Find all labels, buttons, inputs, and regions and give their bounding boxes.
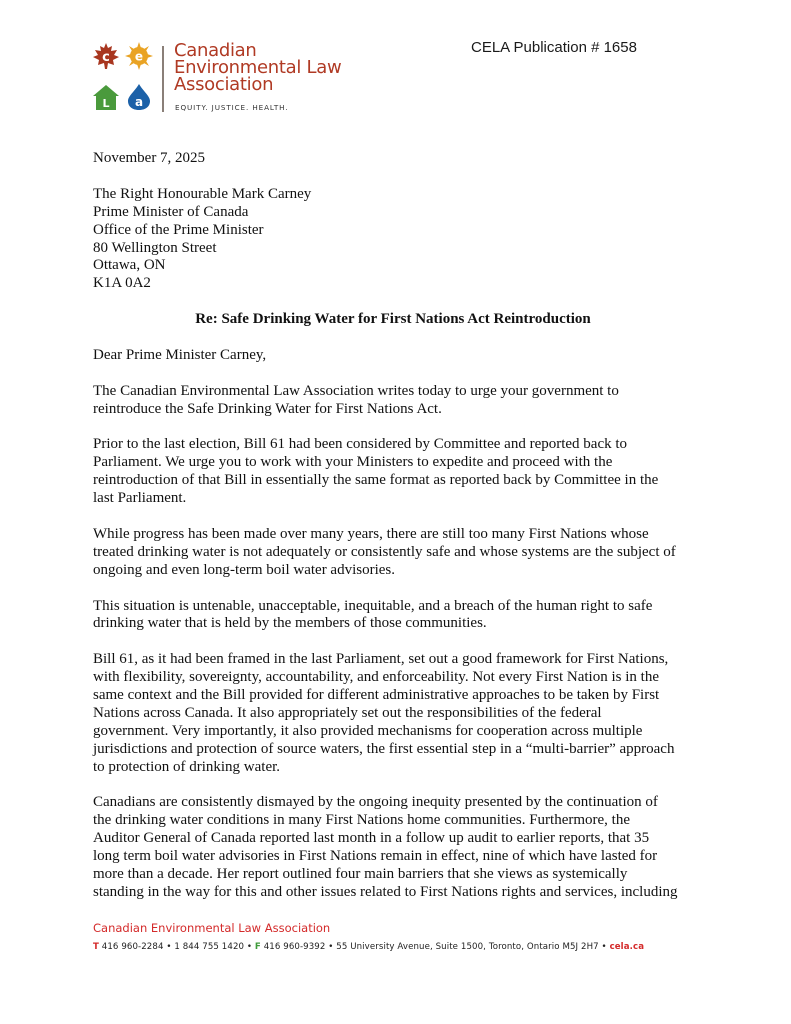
paragraph <box>93 436 703 508</box>
logo-name-line: Association <box>174 74 274 95</box>
paragraph-line: While progress has been made over many years, there are still too many First Nations whose <box>93 525 649 542</box>
paragraph <box>93 794 703 901</box>
publication-number: CELA Publication # 1658 <box>471 39 637 56</box>
recipient-address <box>93 186 703 293</box>
paragraph-line: same context and the Bill provided for different administrative approaches to be taken by First <box>93 687 660 704</box>
paragraph-line: Bill 61, as it had been framed in the last Parliament, set out a good framework for First Nations, <box>93 651 669 668</box>
fax-and-address: 416 960-9392 • 55 University Avenue, Suite 1500, Toronto, Ontario M5J 2H7 • <box>260 942 610 952</box>
website-link[interactable]: cela.ca <box>609 942 645 952</box>
paragraph-line: This situation is untenable, unacceptable, inequitable, and a breach of the human right to safe <box>93 597 653 614</box>
letter-body <box>93 150 703 902</box>
address-line: K1A 0A2 <box>93 275 151 292</box>
paragraph-line: treated drinking water is not adequately or consistently safe and whose systems are the subject of <box>93 543 676 560</box>
sun-icon <box>125 42 153 70</box>
paragraph-line: long term boil water advisories in First Nations remain in effect, nine of which have lasted for <box>93 848 658 865</box>
logo-name-line: Canadian <box>174 40 257 61</box>
paragraph-line: last Parliament. <box>93 490 187 507</box>
svg-text:e: e <box>134 49 144 64</box>
water-drop-icon <box>125 83 153 111</box>
paragraph-line: more than a decade. Her report outlined four main barriers that she views as systemically <box>93 866 628 883</box>
paragraph-line: the drinking water conditions in many First Nations home communities. Furthermore, the <box>93 812 630 829</box>
paragraph <box>93 651 703 776</box>
address-line: Ottawa, ON <box>93 257 166 274</box>
svg-text:c: c <box>102 50 110 65</box>
footer-org-name: Canadian Environmental Law Association <box>93 921 331 935</box>
maple-leaf-icon <box>92 42 120 70</box>
paragraph-line: jurisdictions and protection of source waters, the first essential step in a “multi-barrier” approach <box>93 740 675 757</box>
address-line: The Right Honourable Mark Carney <box>93 185 312 202</box>
paragraph <box>93 383 703 419</box>
paragraph-line: Nations across Canada. It also appropriately set out the responsibilities of the federal <box>93 704 602 721</box>
address-line: 80 Wellington Street <box>93 239 217 256</box>
salutation: Dear Prime Minister Carney, <box>93 346 267 363</box>
logo-tagline: EQUITY. JUSTICE. HEALTH. <box>175 103 289 112</box>
house-icon <box>92 83 120 111</box>
paragraph-line: ongoing and even long-term boil water advisories. <box>93 561 396 578</box>
address-line: Office of the Prime Minister <box>93 221 264 238</box>
cela-logo <box>92 42 352 117</box>
paragraph-line: reintroduce the Safe Drinking Water for First Nations Act. <box>93 400 442 417</box>
paragraph-line: Auditor General of Canada reported last month in a follow up audit to earlier reports, that 35 <box>93 830 650 847</box>
logo-wordmark <box>174 42 341 93</box>
paragraph-line: standing in the way for this and other issues related to First Nations rights and services, including <box>93 884 678 901</box>
paragraph <box>93 598 703 634</box>
footer-contact-line <box>93 942 644 952</box>
paragraph <box>93 526 703 580</box>
paragraph-line: Parliament. We urge you to work with your Ministers to expedite and proceed with the <box>93 454 613 471</box>
telephone-label: T <box>93 942 99 952</box>
svg-text:L: L <box>102 97 110 110</box>
paragraph-line: The Canadian Environmental Law Association writes today to urge your government to <box>93 382 619 399</box>
paragraph-line: government. Very importantly, it also provided mechanisms for cooperation across multiple <box>93 722 643 739</box>
telephone-numbers: 416 960-2284 • 1 844 755 1420 • <box>98 942 255 952</box>
paragraph-line: with flexibility, sovereignty, accountability, and enforceability. Not every First Nation is in the <box>93 669 659 686</box>
svg-text:a: a <box>134 95 144 109</box>
paragraph-line: Prior to the last election, Bill 61 had been considered by Committee and reported back to <box>93 436 628 453</box>
logo-name-line: Environmental Law <box>174 57 342 78</box>
paragraph-line: to protection of drinking water. <box>93 758 281 775</box>
paragraph-line: reintroduction of that Bill in essentially the same format as reported back by Committee in the <box>93 472 659 489</box>
logo-divider <box>162 46 164 112</box>
subject-line: Re: Safe Drinking Water for First Nations Act Reintroduction <box>195 311 591 328</box>
logo-icon-grid <box>92 42 156 112</box>
fax-label: F <box>254 942 261 952</box>
paragraph-line: Canadians are consistently dismayed by the ongoing inequity presented by the continuation of <box>93 794 658 811</box>
address-line: Prime Minister of Canada <box>93 203 249 220</box>
letter-date: November 7, 2025 <box>93 150 206 166</box>
paragraph-line: drinking water that is held by the members of those communities. <box>93 615 487 632</box>
